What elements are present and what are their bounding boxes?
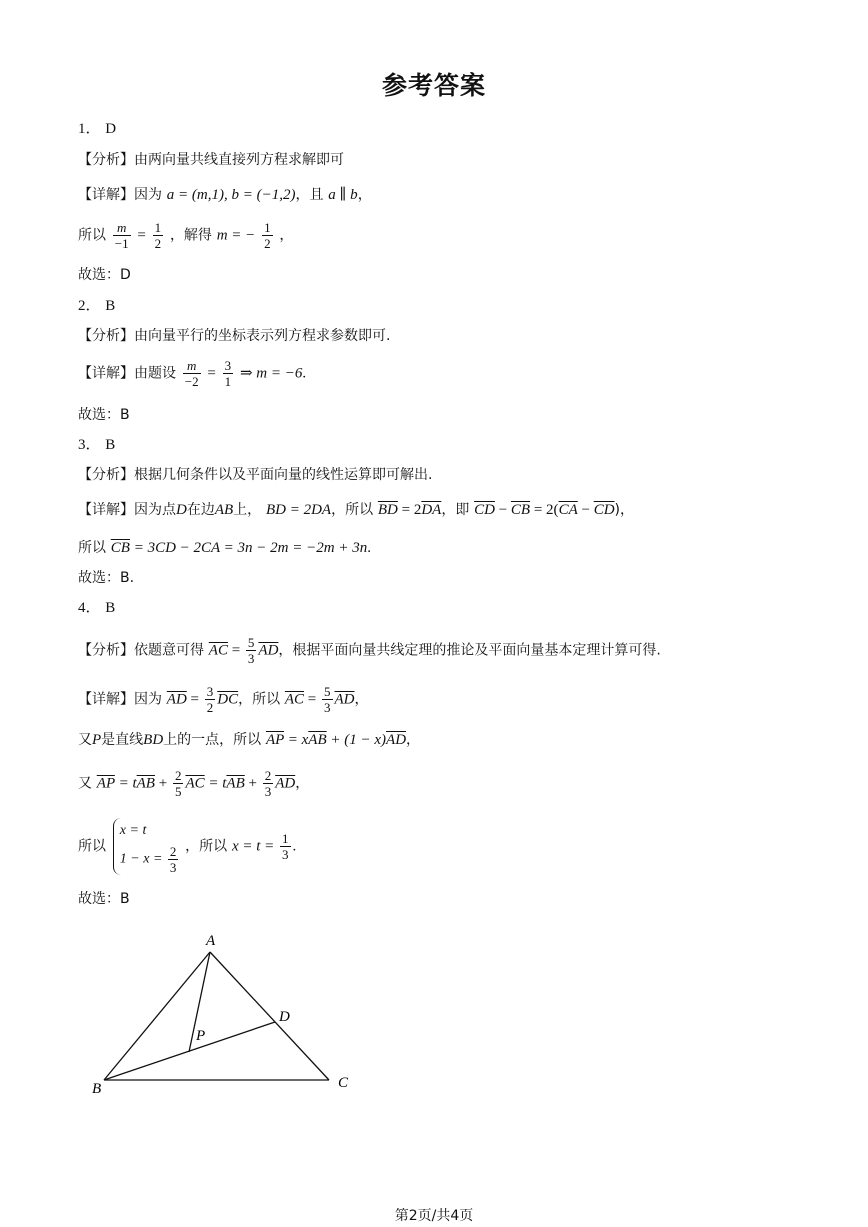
q4-line3: 又P是直线BD上的一点，所以 $\overline{AP} = x\overline{AB} + (1 - x)\overline{AD}$， xyxy=(78,732,421,748)
segment-AB xyxy=(104,952,210,1080)
q3-choice: 故选：B. xyxy=(78,570,135,586)
page-footer: 第2页/共4页 xyxy=(394,1208,474,1224)
segment-AC xyxy=(210,952,329,1080)
triangle-figure xyxy=(88,925,358,1100)
q3-answer-line: 3． B xyxy=(78,437,116,453)
q4-analysis: 【分析】依题意可得 $\overline{AC}$ = $\frac{5}{3}$ $\overline{AD}$，根据平面向量共线定理的推论及平面向量基本定理计算可得. xyxy=(78,635,661,666)
q2-analysis: 【分析】由向量平行的坐标表示列方程求参数即可. xyxy=(78,328,391,344)
label-D: D xyxy=(279,1009,290,1025)
label-P: P xyxy=(196,1028,206,1044)
equation-system: x = t 1 − x = $\frac{2}{3}$ xyxy=(113,818,181,875)
page-title: 参考答案 xyxy=(381,71,486,100)
q2-choice: 故选：B xyxy=(78,407,130,423)
label-C: C xyxy=(338,1075,349,1091)
label-A: A xyxy=(206,933,216,949)
label-B: B xyxy=(92,1081,102,1097)
q1-answer-line xyxy=(78,118,116,139)
q1-choice: 故选：D xyxy=(78,267,131,283)
q3-detail: 【详解】因为点D在边AB上， BD = 2DA，所以 $\overline{BD} = 2\overline{DA}$，即 $\overline{CD} - \overline{CB} = 2(\overline{CA} - \overline{CD})$， xyxy=(78,502,635,518)
q4-line4: 又 $\overline{AP} = t\overline{AB}$ + $\frac{2}{5}$ $\overline{AC} = t\overline{AB}$ + $\frac{2}{3}$ $\overline{AD}$， xyxy=(78,768,310,799)
q4-choice: 故选：B xyxy=(78,891,130,907)
q1-detail: 【详解】因为 a = (m,1), b = (−1,2)，且 a ∥ b， xyxy=(78,187,372,203)
q2-detail: 【详解】由题设 $\frac{m}{-2}$ = $\frac{3}{1}$ ⇒ m = −6. xyxy=(78,358,307,389)
q1-analysis: 【分析】由两向量共线直接列方程求解即可 xyxy=(78,152,344,168)
q1-number: 1． xyxy=(78,121,101,137)
q4-line5: 所以 x = t 1 − x = $\frac{2}{3}$ ，所以 x = t = $\frac{1}{3}$ . xyxy=(78,818,296,875)
q2-answer-line: 2． B xyxy=(78,298,116,314)
q4-answer-line: 4． B xyxy=(78,600,116,616)
q1-answer: D xyxy=(105,121,117,137)
q3-line2: 所以 $\overline{CB} = 3CD - 2CA = 3n - 2m = -2m + 3n$. xyxy=(78,540,371,556)
q1-line2: 所以 $\frac{m}{-1}$ = $\frac{1}{2}$ ，解得 m = − $\frac{1}{2}$ ， xyxy=(78,220,294,251)
q3-analysis: 【分析】根据几何条件以及平面向量的线性运算即可解出. xyxy=(78,467,433,483)
q4-detail: 【详解】因为 $\overline{AD}$ = $\frac{3}{2}$ $\overline{DC}$，所以 $\overline{AC}$ = $\frac{5}{3}$ $\overline{AD}$， xyxy=(78,684,369,715)
